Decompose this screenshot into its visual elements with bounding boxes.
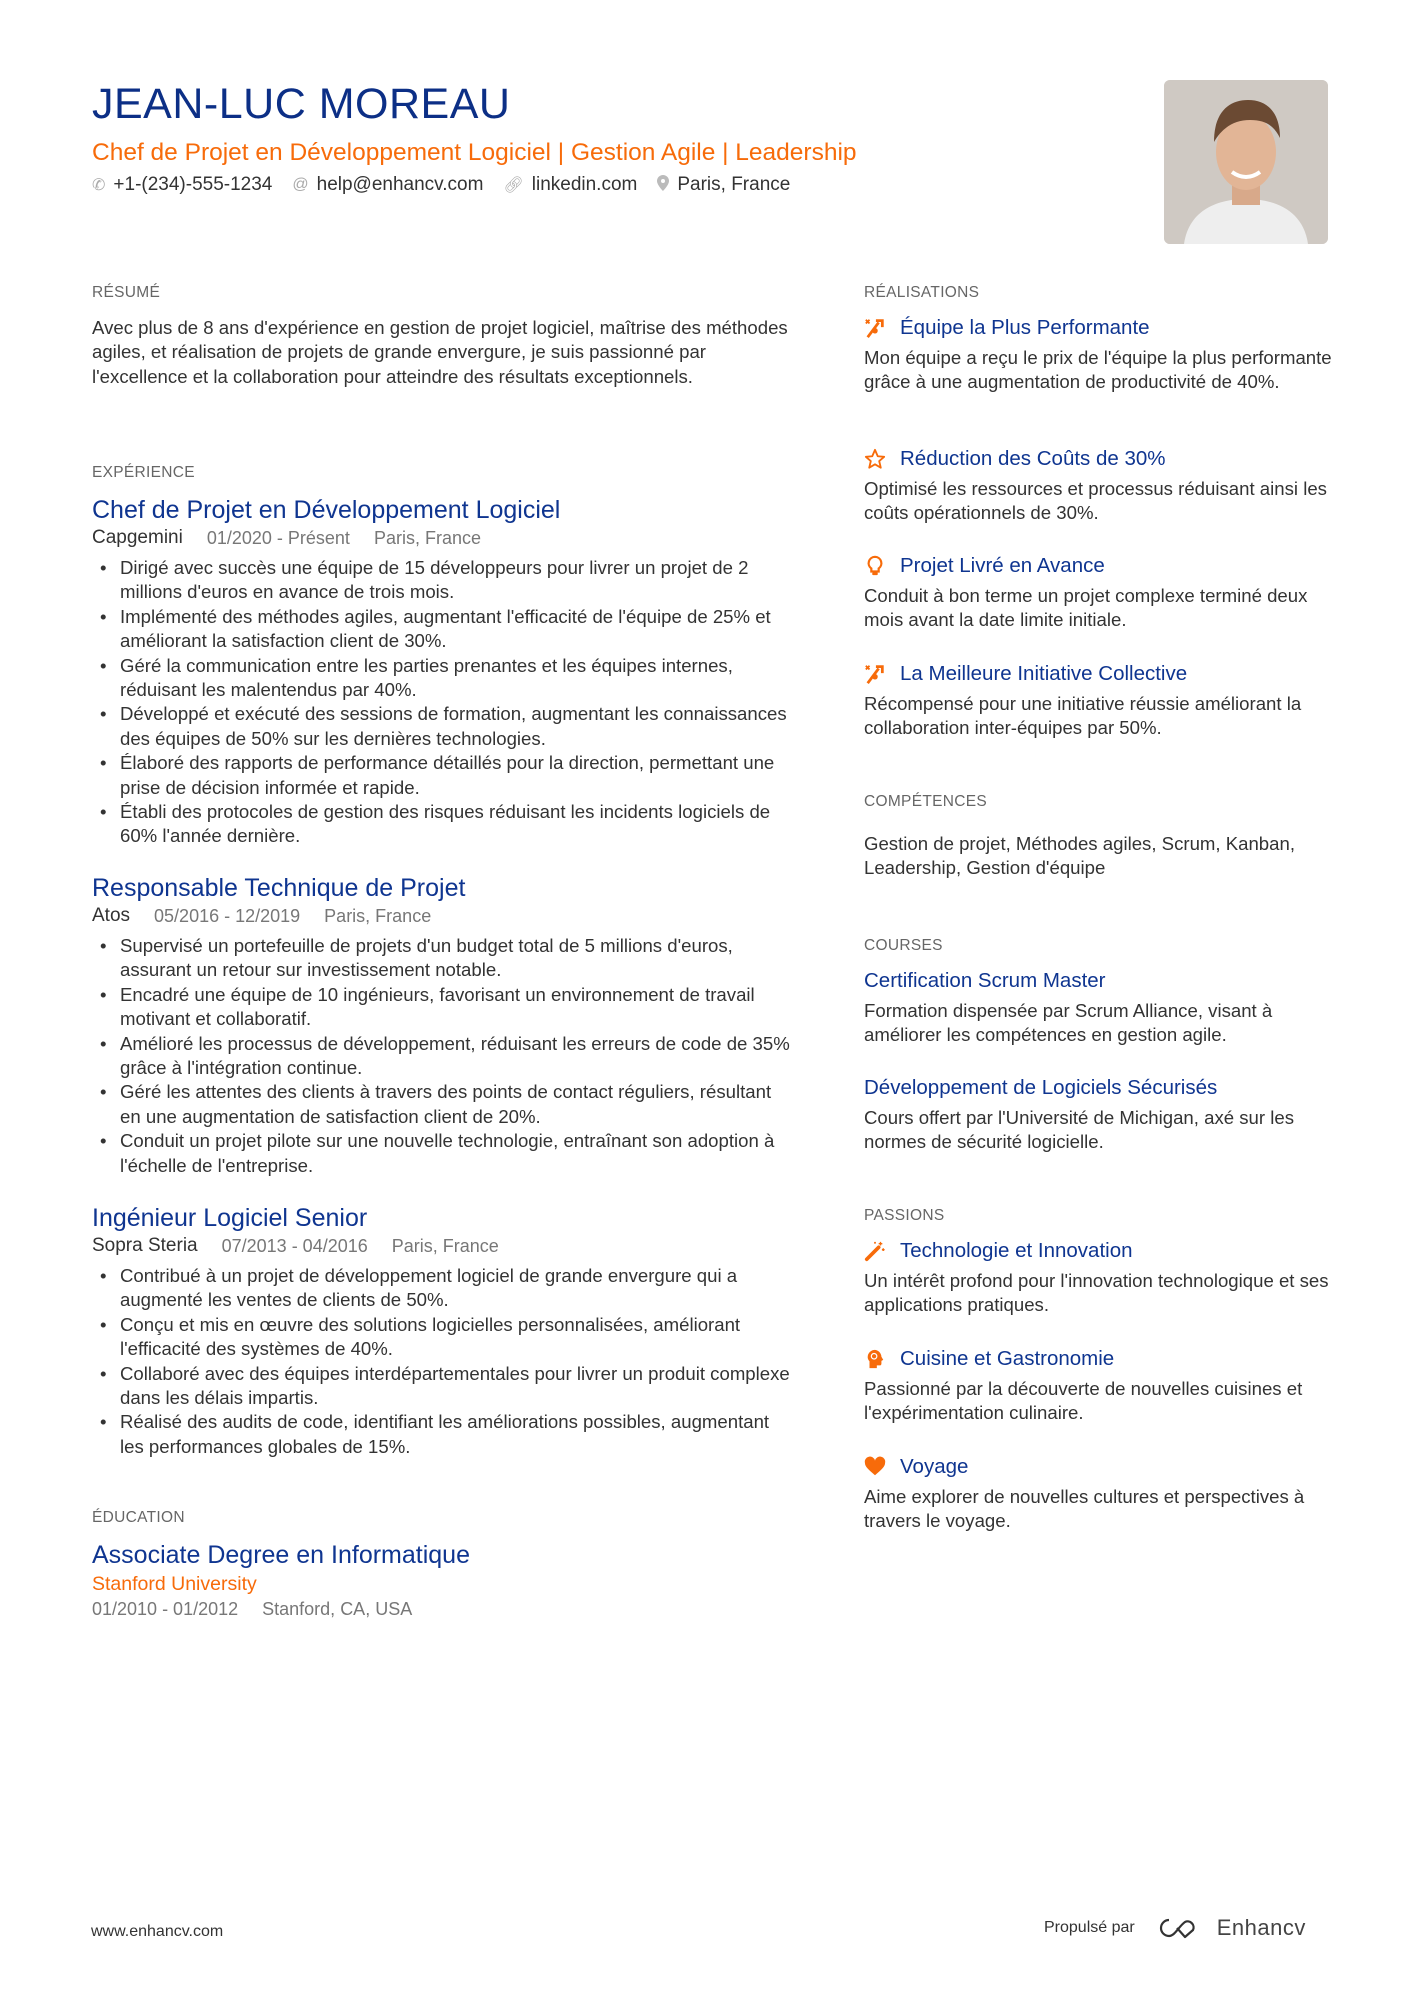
contact-location xyxy=(657,174,790,196)
phone-icon: ✆ xyxy=(92,177,106,194)
enhancv-logo-icon xyxy=(1155,1915,1203,1941)
bullet: • Conçu et mis en œuvre des solutions logicielles personnalisées, améliorant l'efficacité des systèmes de 40%. xyxy=(92,1313,792,1362)
course-text: Cours offert par l'Université de Michigan, axé sur les normes de sécurité logicielle. xyxy=(864,1107,1295,1153)
achievement-title: La Meilleure Initiative Collective xyxy=(900,662,1188,685)
phone-text: +1-(234)-555-1234 xyxy=(113,174,273,195)
company: Capgemini xyxy=(92,527,183,548)
achievement-text: Mon équipe a reçu le prix de l'équipe la plus performante grâce à une augmentation de productivité de 40%. xyxy=(864,347,1332,393)
passion-item xyxy=(864,1453,1334,1534)
summary-heading: RÉSUMÉ xyxy=(92,284,161,301)
skills-text: Gestion de projet, Méthodes agiles, Scrum, Kanban, Leadership, Gestion d'équipe xyxy=(864,833,1295,879)
job-entry xyxy=(92,872,792,1178)
job-title: Ingénieur Logiciel Senior xyxy=(92,1204,368,1232)
contact-link[interactable] xyxy=(503,174,637,196)
achievement-text: Optimisé les ressources et processus réduisant ainsi les coûts opérationnels de 30%. xyxy=(864,478,1327,524)
bullet: • Dirigé avec succès une équipe de 15 développeurs pour livrer un projet de 2 millions d'euros en avance de trois mois. xyxy=(92,556,792,605)
education-heading: ÉDUCATION xyxy=(92,1509,185,1526)
location: Paris, France xyxy=(391,1236,499,1256)
star-icon xyxy=(864,448,886,470)
degree: Associate Degree en Informatique xyxy=(92,1541,470,1569)
course-title: Certification Scrum Master xyxy=(864,969,1106,992)
company: Sopra Steria xyxy=(92,1235,198,1256)
job-title: Chef de Projet en Développement Logiciel xyxy=(92,496,561,524)
footer-website[interactable]: www.enhancv.com xyxy=(91,1923,224,1940)
skills-heading: COMPÉTENCES xyxy=(864,793,988,810)
headline: Chef de Projet en Développement Logiciel | Gestion Agile | Leadership xyxy=(92,139,857,166)
bullet: • Réalisé des audits de code, identifiant les améliorations possibles, augmentant les performances globales de 15%. xyxy=(92,1410,792,1459)
contact-email[interactable] xyxy=(292,174,483,196)
wand-chart-icon xyxy=(864,317,886,339)
passion-text: Passionné par la découverte de nouvelles cuisines et l'expérimentation culinaire. xyxy=(864,1378,1303,1424)
contact-bar xyxy=(92,174,790,196)
link-text: linkedin.com xyxy=(531,174,638,195)
course-text: Formation dispensée par Scrum Alliance, visant à améliorer les compétences en gestion agile. xyxy=(864,1000,1273,1046)
bullet: • Conduit un projet pilote sur une nouvelle technologie, entraînant son adoption à l'échelle de l'entreprise. xyxy=(92,1129,792,1178)
job-entry xyxy=(92,1202,792,1459)
powered-label: Propulsé par xyxy=(1044,1919,1135,1936)
dates: 01/2020 - Présent xyxy=(206,528,350,548)
achievement-title: Projet Livré en Avance xyxy=(900,554,1105,577)
bullet: • Collaboré avec des équipes interdépartementales pour livrer un produit complexe dans les délais impartis. xyxy=(92,1362,792,1411)
brand-name: Enhancv xyxy=(1216,1915,1306,1940)
company: Atos xyxy=(92,905,131,926)
location-icon xyxy=(657,175,669,196)
achievement-item xyxy=(864,660,1334,741)
location: Stanford, CA, USA xyxy=(262,1599,413,1619)
location: Paris, France xyxy=(373,528,481,548)
passion-item xyxy=(864,1345,1334,1426)
contact-phone[interactable] xyxy=(92,174,272,196)
achievement-item xyxy=(864,552,1334,633)
bullet: • Contribué à un projet de développement logiciel de grande envergure qui a augmenté les ventes de clients de 50%. xyxy=(92,1264,792,1313)
summary-text: Avec plus de 8 ans d'expérience en gestion de projet logiciel, maîtrise des méthodes agiles, et réalisation de projets de grande envergure, je suis passionné par l'excellence et la collaboration pour atteindre des résultats exceptionnels. xyxy=(92,317,788,387)
passion-item xyxy=(864,1237,1334,1318)
achievement-title: Réduction des Coûts de 30% xyxy=(900,447,1166,470)
passion-text: Aime explorer de nouvelles cultures et perspectives à travers le voyage. xyxy=(864,1486,1305,1532)
heart-icon xyxy=(864,1456,886,1478)
passions-heading: PASSIONS xyxy=(864,1207,945,1224)
bullet: • Élaboré des rapports de performance détaillés pour la direction, permettant une prise de décision informée et rapide. xyxy=(92,751,792,800)
location: Paris, France xyxy=(324,906,432,926)
passion-title: Technologie et Innovation xyxy=(900,1239,1133,1262)
bullet: • Géré la communication entre les parties prenantes et les équipes internes, réduisant les malentendus par 40%. xyxy=(92,654,792,703)
passion-text: Un intérêt profond pour l'innovation technologique et ses applications pratiques. xyxy=(864,1270,1329,1316)
lightbulb-icon xyxy=(864,555,886,577)
magic-wand-icon xyxy=(864,1240,886,1262)
achievement-item xyxy=(864,445,1334,526)
achievement-item xyxy=(864,314,1334,395)
head-icon xyxy=(864,1348,886,1370)
link-icon: 🔗︎ xyxy=(503,177,524,194)
course-item xyxy=(864,967,1334,1048)
dates: 07/2013 - 04/2016 xyxy=(221,1236,368,1256)
bullet: • Développé et exécuté des sessions de formation, augmentant les connaissances des équipes de 50% sur les dernières technologies. xyxy=(92,702,792,751)
at-icon: @ xyxy=(292,176,309,193)
location-text: Paris, France xyxy=(677,174,791,195)
bullet: • Géré les attentes des clients à travers des points de contact réguliers, résultant en une augmentation de satisfaction client de 20%. xyxy=(92,1080,792,1129)
achievement-text: Récompensé pour une initiative réussie améliorant la collaboration inter-équipes par 50%. xyxy=(864,693,1302,739)
achievements-heading: RÉALISATIONS xyxy=(864,284,980,301)
wand-chart-icon xyxy=(864,663,886,685)
passion-title: Cuisine et Gastronomie xyxy=(900,1347,1115,1370)
course-title: Développement de Logiciels Sécurisés xyxy=(864,1076,1218,1099)
education-entry xyxy=(92,1539,792,1621)
bullet: • Implémenté des méthodes agiles, augmentant l'efficacité de l'équipe de 25% et améliorant la satisfaction client de 30%. xyxy=(92,605,792,654)
bullet: • Supervisé un portefeuille de projets d'un budget total de 5 millions d'euros, assurant un retour sur investissement notable. xyxy=(92,934,792,983)
course-item xyxy=(864,1074,1334,1155)
job-entry xyxy=(92,494,792,849)
email-text: help@enhancv.com xyxy=(316,174,484,195)
achievement-text: Conduit à bon terme un projet complexe terminé deux mois avant la date limite initiale. xyxy=(864,585,1308,631)
job-title: Responsable Technique de Projet xyxy=(92,874,466,902)
experience-heading: EXPÉRIENCE xyxy=(92,464,195,481)
bullet: • Amélioré les processus de développement, réduisant les erreurs de code de 35% grâce à l'intégration continue. xyxy=(92,1032,792,1081)
bullet: • Encadré une équipe de 10 ingénieurs, favorisant un environnement de travail motivant et collaboratif. xyxy=(92,983,792,1032)
bullet: • Établi des protocoles de gestion des risques réduisant les incidents logiciels de 60% l'année dernière. xyxy=(92,800,792,849)
dates: 01/2010 - 01/2012 xyxy=(92,1599,239,1619)
profile-photo xyxy=(1164,80,1328,244)
powered-by[interactable] xyxy=(1044,1915,1306,1941)
passion-title: Voyage xyxy=(900,1455,969,1478)
candidate-name: JEAN-LUC MOREAU xyxy=(92,80,511,128)
achievement-title: Équipe la Plus Performante xyxy=(900,316,1150,339)
dates: 05/2016 - 12/2019 xyxy=(154,906,301,926)
courses-heading: COURSES xyxy=(864,937,943,954)
school: Stanford University xyxy=(92,1573,257,1595)
